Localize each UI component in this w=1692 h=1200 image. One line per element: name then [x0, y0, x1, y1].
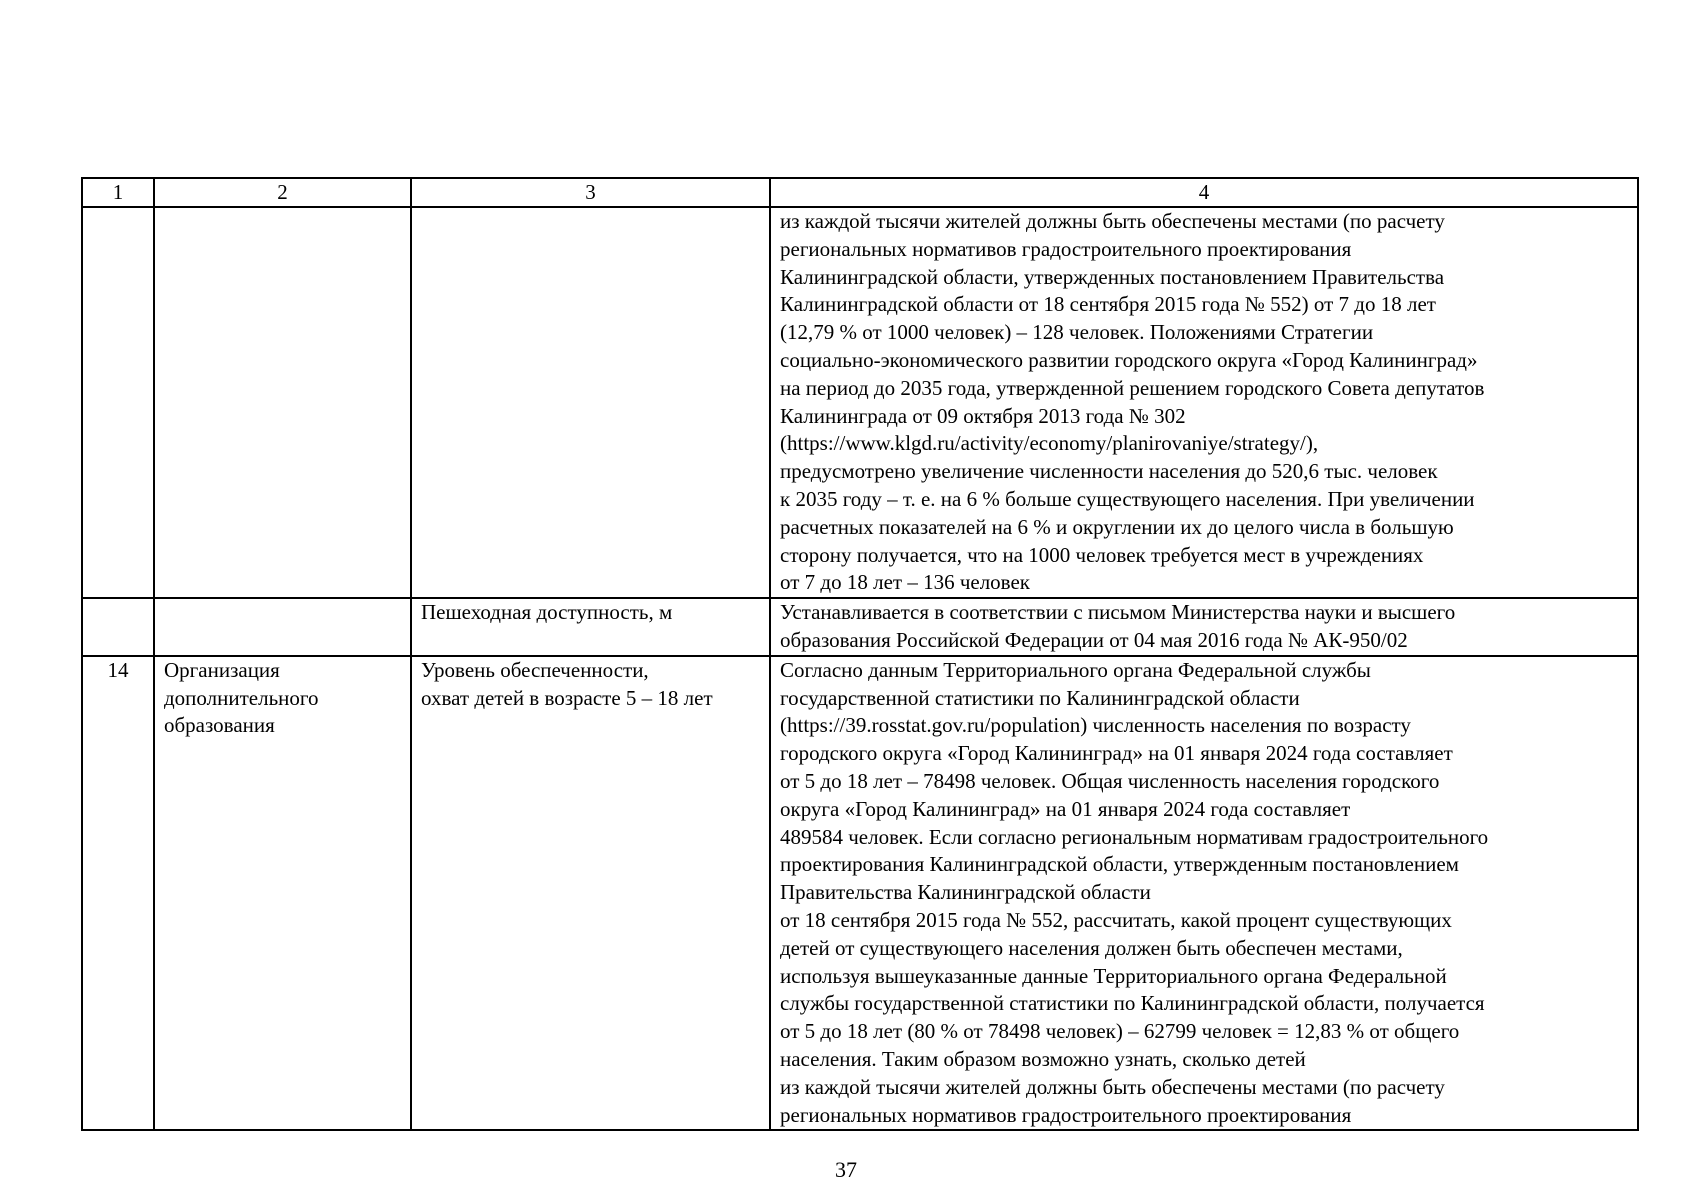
description-line: расчетных показателей на 6 % и округлении их до целого числа в большую	[780, 514, 1454, 539]
description-cell	[770, 598, 1638, 656]
indicator-cell	[411, 598, 770, 656]
description-cell	[770, 207, 1638, 598]
standards-table	[81, 177, 1639, 1131]
indicator-line: Уровень обеспеченности,	[421, 657, 649, 682]
description-line: сторону получается, что на 1000 человек требуется мест в учреждениях	[780, 542, 1424, 567]
description-line: предусмотрено увеличение численности населения до 520,6 тыс. человек	[780, 459, 1438, 484]
description-line: Калининграда от 09 октября 2013 года № 302	[780, 403, 1186, 428]
header-col-2: 2	[154, 178, 411, 207]
description-line: региональных нормативов градостроительного проектирования	[780, 1102, 1352, 1127]
indicator-line: Пешеходная доступность, м	[421, 600, 673, 625]
description-line: Калининградской области, утвержденных постановлением Правительства	[780, 264, 1445, 289]
service-name-cell	[154, 656, 411, 1131]
description-line: от 5 до 18 лет – 78498 человек. Общая численность населения городского	[780, 768, 1440, 793]
description-line: проектирования Калининградской области, утвержденным постановлением	[780, 852, 1459, 877]
indicator-cell	[411, 656, 770, 1131]
table-row	[82, 656, 1638, 1131]
header-col-4: 4	[770, 178, 1638, 207]
description-line: службы государственной статистики по Калининградской области, получается	[780, 991, 1485, 1016]
description-line: Правительства Калининградской области	[780, 880, 1151, 905]
description-line: (12,79 % от 1000 человек) – 128 человек. Положениями Стратегии	[780, 320, 1374, 345]
indicator-cell	[411, 207, 770, 598]
description-line: к 2035 году – т. е. на 6 % больше существующего населения. При увеличении	[780, 486, 1475, 511]
description-line: из каждой тысячи жителей должны быть обеспечены местами (по расчету	[780, 1074, 1445, 1099]
description-line: социально-экономического развитии городского округа «Город Калининград»	[780, 347, 1478, 372]
row-number-cell	[82, 207, 154, 598]
description-line: государственной статистики по Калининградской области	[780, 685, 1300, 710]
table-body	[82, 207, 1638, 1130]
description-line: 489584 человек. Если согласно региональным нормативам градостроительного	[780, 824, 1489, 849]
description-line: Согласно данным Территориального органа Федеральной службы	[780, 657, 1371, 682]
description-line: используя вышеуказанные данные Территориального органа Федеральной	[780, 963, 1447, 988]
service-name-line: образования	[164, 713, 275, 738]
description-line: населения. Таким образом возможно узнать, сколько детей	[780, 1046, 1306, 1071]
row-number-cell: 14	[82, 656, 154, 1131]
page-number: 37	[835, 1157, 857, 1182]
description-line: (https://39.rosstat.gov.ru/population) численность населения по возрасту	[780, 713, 1411, 738]
service-name-line: дополнительного	[164, 685, 319, 710]
row-number-cell	[82, 598, 154, 656]
header-col-3: 3	[411, 178, 770, 207]
service-name-cell	[154, 207, 411, 598]
description-line: региональных нормативов градостроительного проектирования	[780, 236, 1352, 261]
description-line: от 18 сентября 2015 года № 552, рассчитать, какой процент существующих	[780, 907, 1452, 932]
description-line: из каждой тысячи жителей должны быть обеспечены местами (по расчету	[780, 209, 1445, 233]
description-line: (https://www.klgd.ru/activity/economy/planirovaniye/strategy/),	[780, 431, 1319, 456]
description-line: от 5 до 18 лет (80 % от 78498 человек) – 62799 человек = 12,83 % от общего	[780, 1019, 1460, 1044]
indicator-line: охват детей в возрасте 5 – 18 лет	[421, 685, 713, 710]
description-line: округа «Город Калининград» на 01 января 2024 года составляет	[780, 796, 1351, 821]
description-line: образования Российской Федерации от 04 мая 2016 года № АК-950/02	[780, 627, 1408, 652]
header-row	[82, 178, 1638, 207]
table-row	[82, 207, 1638, 598]
table-header	[82, 178, 1638, 207]
description-line: от 7 до 18 лет – 136 человек	[780, 570, 1030, 595]
service-name-cell	[154, 598, 411, 656]
description-line: на период до 2035 года, утвержденной решением городского Совета депутатов	[780, 375, 1485, 400]
service-name-line: Организация	[164, 657, 280, 682]
table-row	[82, 598, 1638, 656]
description-line: детей от существующего населения должен быть обеспечен местами,	[780, 935, 1403, 960]
description-line: городского округа «Город Калининград» на 01 января 2024 года составляет	[780, 741, 1453, 766]
description-cell	[770, 656, 1638, 1131]
description-line: Калининградской области от 18 сентября 2015 года № 552) от 7 до 18 лет	[780, 292, 1436, 317]
header-col-1: 1	[82, 178, 154, 207]
description-line: Устанавливается в соответствии с письмом Министерства науки и высшего	[780, 600, 1456, 625]
